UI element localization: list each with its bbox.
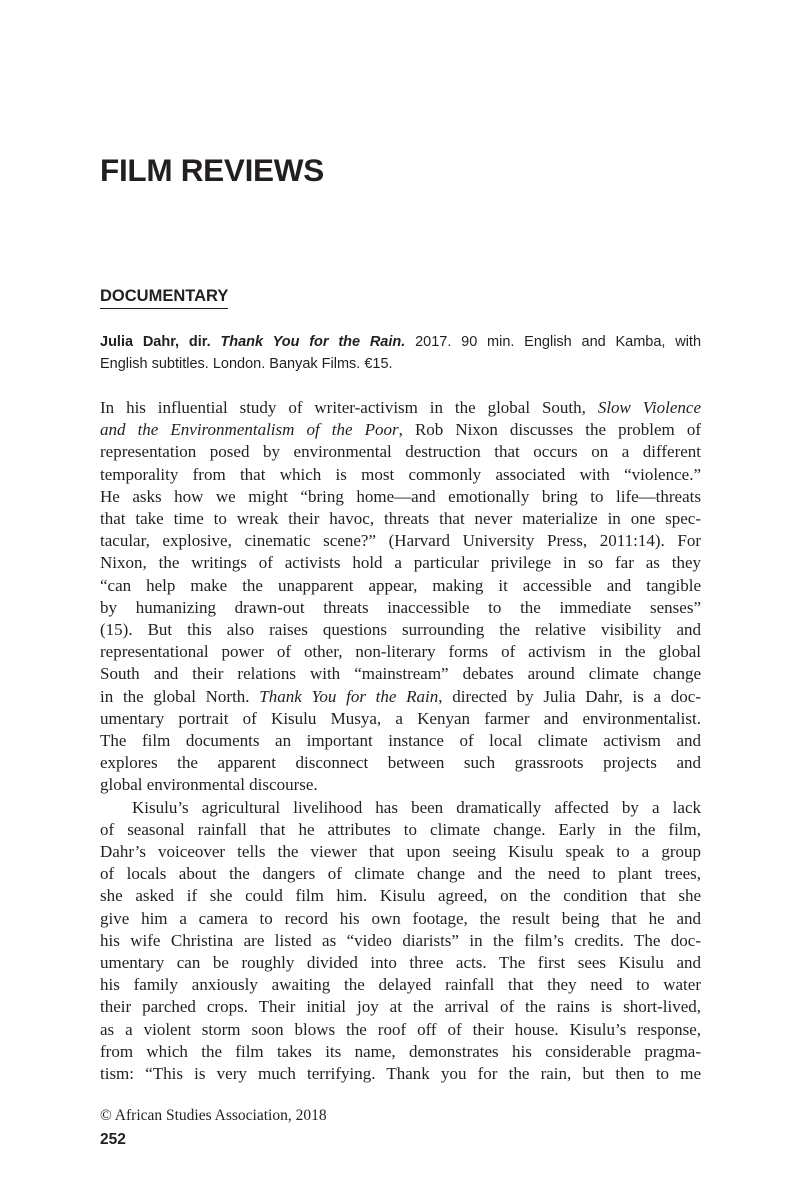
body-line: from which the film takes its name, demonstrates his considerable pragma-	[100, 1041, 701, 1061]
body-line: that take time to wreak their havoc, threats that never materialize in one spec-	[100, 509, 701, 529]
body-line: (15). But this also raises questions surrounding the relative visibility and	[100, 620, 701, 640]
body-line: as a violent storm soon blows the roof off of their house. Kisulu’s response,	[100, 1019, 701, 1039]
body-line: Kisulu’s agricultural livelihood has been dramatically affected by a lack	[132, 797, 701, 817]
body-line: of locals about the dangers of climate change and the need to plant trees,	[100, 864, 701, 884]
film-citation	[100, 331, 701, 375]
review-body	[100, 397, 701, 1085]
body-line: she asked if she could film him. Kisulu agreed, on the condition that she	[100, 886, 701, 906]
director-credit: Julia Dahr, dir.	[100, 334, 211, 350]
body-line: their parched crops. Their initial joy at the arrival of the rains is short-lived,	[100, 997, 701, 1017]
book-title: Slow Violence	[597, 398, 701, 417]
film-title: Thank You for the Rain.	[220, 334, 406, 350]
body-line: his wife Christina are listed as “video diarists” in the film’s credits. The doc-	[100, 930, 701, 950]
body-line: give him a camera to record his own footage, the result being that he and	[100, 908, 701, 928]
body-line: Dahr’s voiceover tells the viewer that upon seeing Kisulu speak to a group	[100, 842, 701, 862]
citation-line: English subtitles. London. Banyak Films. €15.	[100, 356, 393, 372]
body-line: his family anxiously awaiting the delayed rainfall that they need to water	[100, 975, 701, 995]
body-line: global environmental discourse.	[100, 775, 318, 795]
copyright-notice: © African Studies Association, 2018	[100, 1107, 327, 1124]
film-title-reference: Thank You for the Rain	[259, 686, 439, 706]
body-line: Nixon, the writings of activists hold a particular privilege in so far as they	[100, 553, 701, 573]
section-heading: DOCUMENTARY	[100, 285, 228, 309]
body-line: and the Environmentalism of the Poor, Rob Nixon discusses the problem of	[100, 420, 701, 440]
body-line: In his influential study of writer-activism in the global South, Slow Violence	[100, 398, 701, 417]
body-line: The film documents an important instance of local climate activism and	[100, 731, 701, 751]
body-line: by humanizing drawn-out threats inaccessible to the immediate senses”	[100, 597, 701, 617]
page-title: FILM REVIEWS	[100, 152, 324, 188]
book-title: and the Environmentalism of the Poor	[100, 420, 399, 440]
body-line: in the global North. Thank You for the Rain, directed by Julia Dahr, is a doc-	[100, 686, 702, 706]
body-line: representational power of other, non-literary forms of activism in the global	[100, 642, 701, 662]
body-line: explores the apparent disconnect between such grassroots projects and	[100, 753, 701, 773]
page-number: 252	[100, 1131, 126, 1148]
body-line: He asks how we might “bring home—and emotionally bring to life—threats	[100, 486, 701, 506]
body-line: umentary portrait of Kisulu Musya, a Kenyan farmer and environmentalist.	[100, 708, 701, 728]
body-line: umentary can be roughly divided into three acts. The first sees Kisulu and	[100, 953, 701, 973]
body-line: tacular, explosive, cinematic scene?” (Harvard University Press, 2011:14). For	[100, 531, 701, 551]
body-line: tism: “This is very much terrifying. Thank you for the rain, but then to me	[100, 1064, 701, 1084]
body-line: representation posed by environmental destruction that occurs on a different	[100, 442, 701, 462]
citation-line	[100, 331, 701, 353]
body-line: of seasonal rainfall that he attributes to climate change. Early in the film,	[100, 819, 701, 839]
body-line: South and their relations with “mainstream” debates around climate change	[100, 664, 701, 684]
body-line: “can help make the unapparent appear, making it accessible and tangible	[100, 575, 701, 595]
body-line: temporality from that which is most commonly associated with “violence.”	[100, 464, 701, 484]
film-details: 2017. 90 min. English and Kamba, with	[405, 334, 702, 350]
